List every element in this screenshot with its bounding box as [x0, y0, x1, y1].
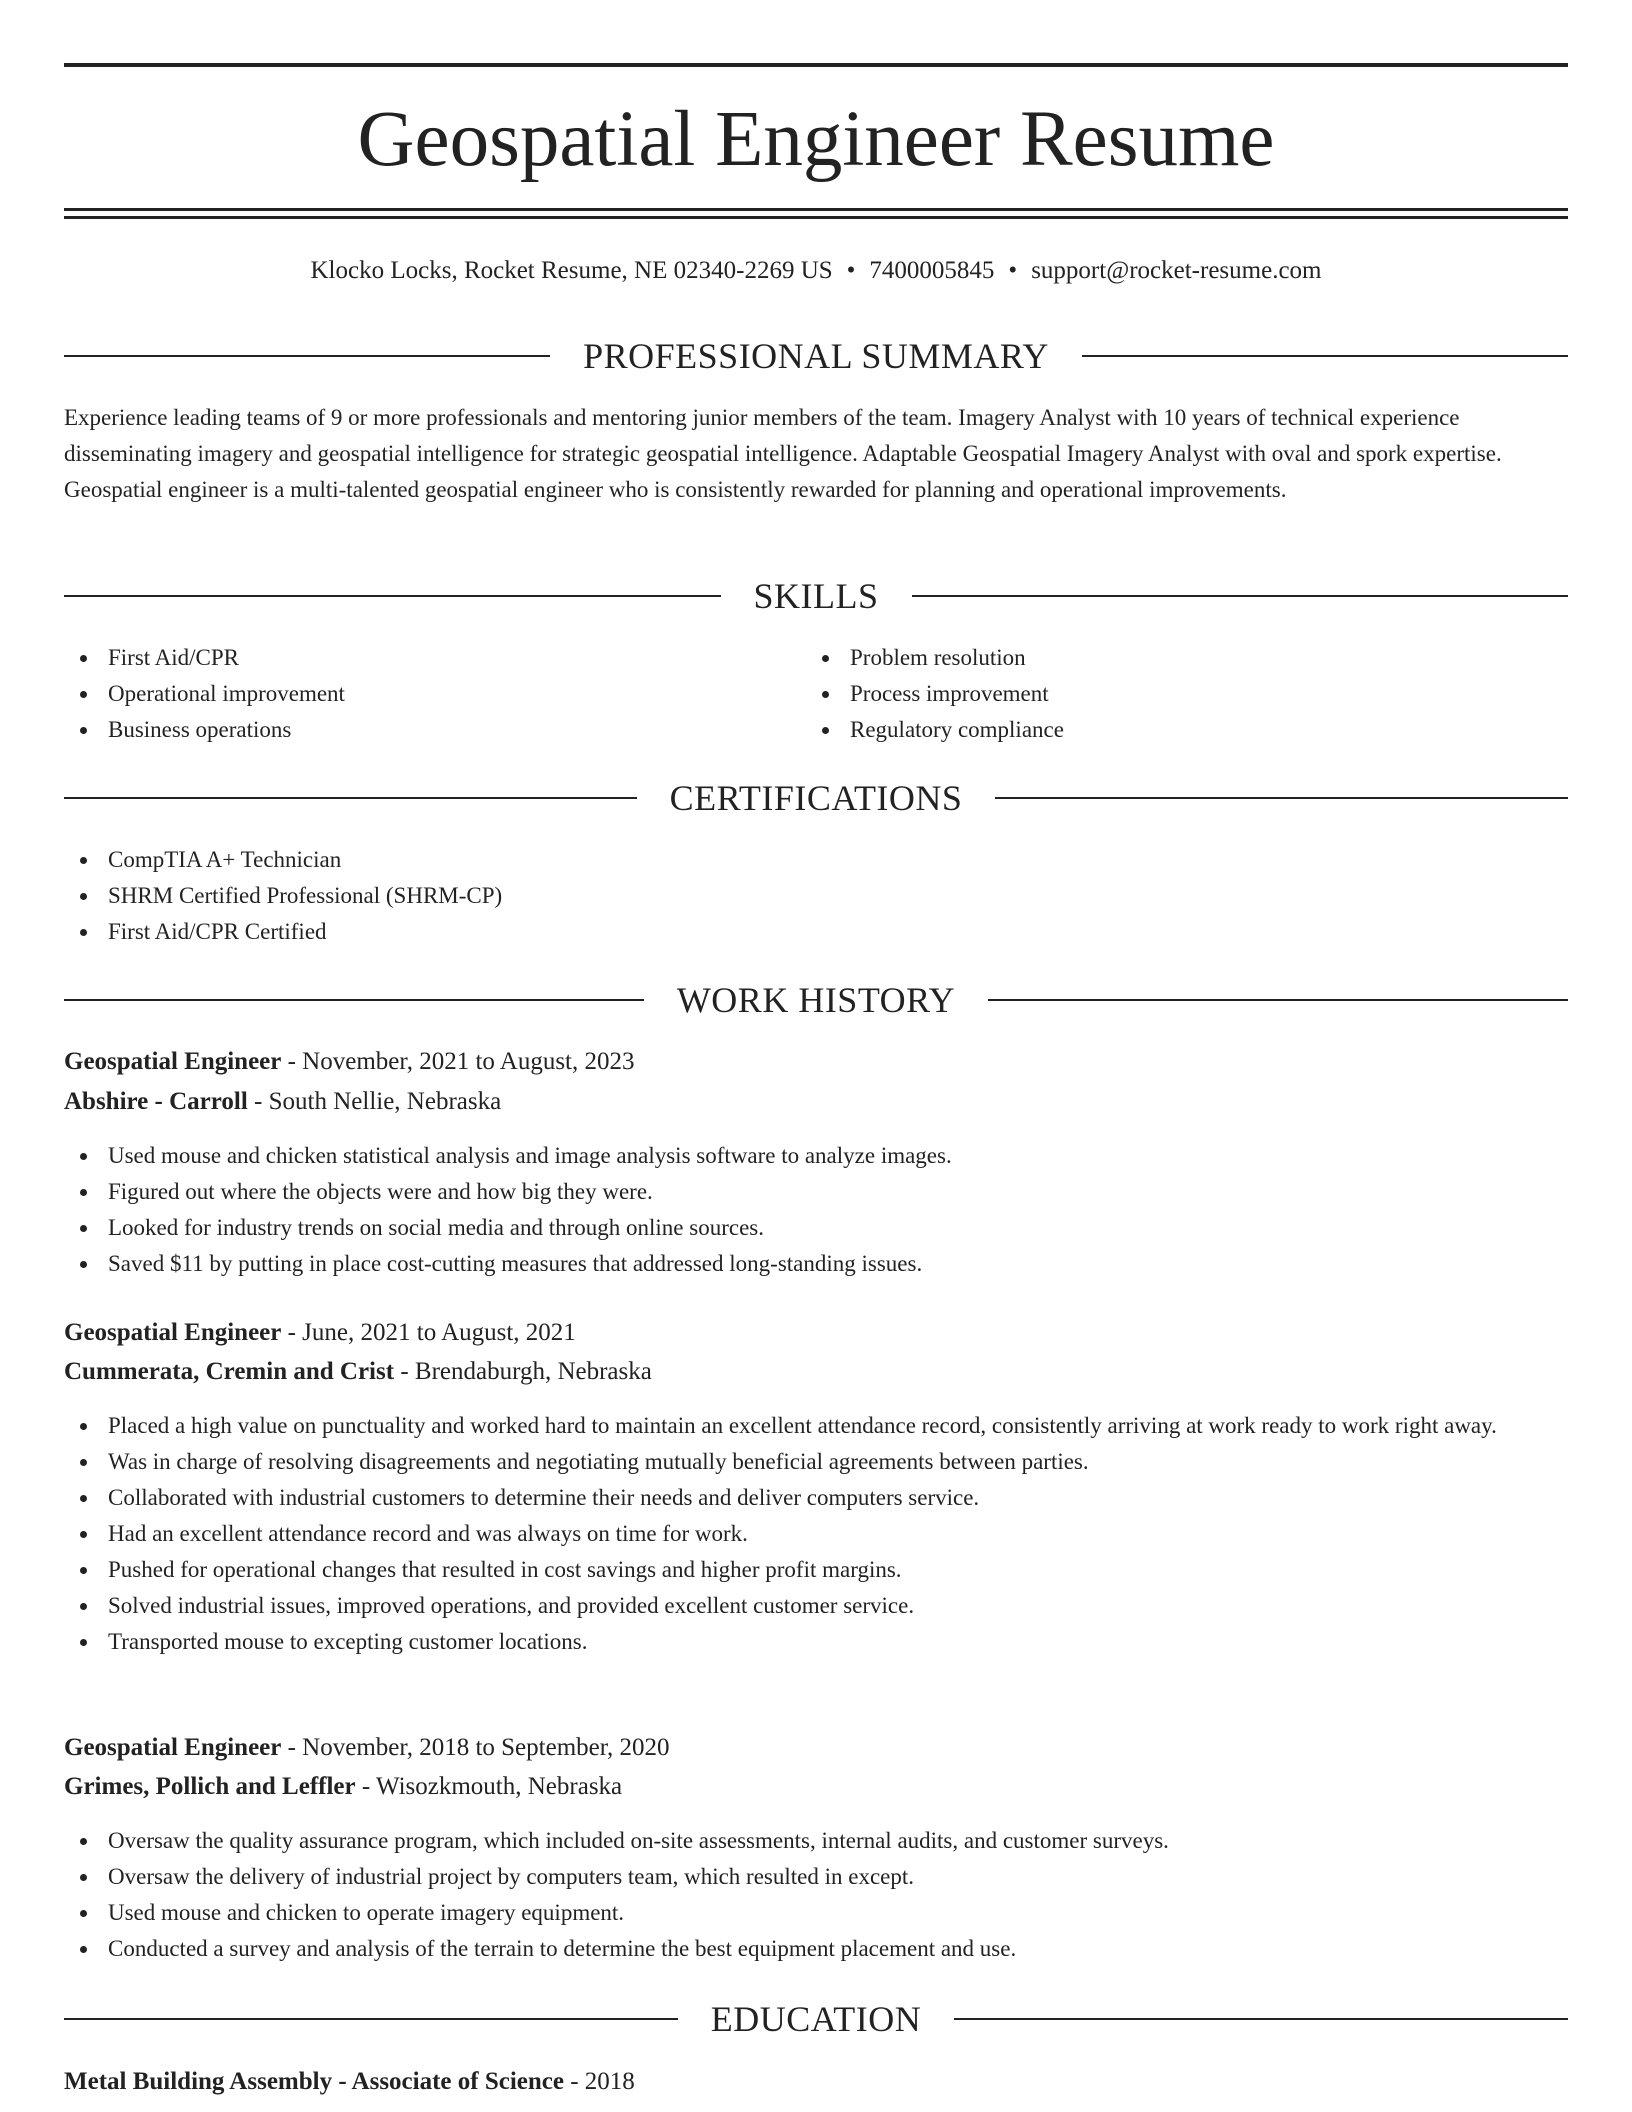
- skills-heading: [64, 574, 1568, 618]
- job-bullet: Pushed for operational changes that resulted in cost savings and higher profit margins.: [64, 1552, 1568, 1588]
- heading-rule: [64, 595, 721, 597]
- heading-rule: [1082, 355, 1568, 357]
- skill-item: Problem resolution: [806, 640, 1506, 676]
- job-bullet: Figured out where the objects were and how big they were.: [64, 1174, 1568, 1210]
- job-title-line: [64, 1315, 1568, 1351]
- job-title-line: [64, 1730, 1568, 1766]
- job-bullet: Was in charge of resolving disagreements and negotiating mutually beneficial agreements between parties.: [64, 1444, 1568, 1480]
- education-degree: Metal Building Assembly - Associate of Science: [64, 2068, 564, 2095]
- job-bullet: Oversaw the quality assurance program, which included on-site assessments, internal audits, and customer surveys.: [64, 1823, 1568, 1859]
- skill-item: Business operations: [64, 712, 764, 748]
- certifications-list: [64, 842, 1568, 950]
- job-bullet: Had an excellent attendance record and was always on time for work.: [64, 1516, 1568, 1552]
- job-company-line: [64, 1354, 1568, 1390]
- contact-email: support@rocket-resume.com: [1031, 257, 1322, 284]
- certifications-heading-label: CERTIFICATIONS: [669, 778, 963, 818]
- heading-rule: [995, 797, 1568, 799]
- job-dates: - June, 2021 to August, 2021: [281, 1319, 576, 1346]
- job-dates: - November, 2021 to August, 2023: [281, 1048, 635, 1075]
- skill-item: Regulatory compliance: [806, 712, 1506, 748]
- top-rule: [64, 63, 1568, 67]
- job-bullet: Placed a high value on punctuality and worked hard to maintain an excellent attendance record, consistently arriving at work ready to work right away.: [64, 1408, 1568, 1444]
- skills-list-right: [806, 640, 1506, 748]
- heading-rule: [64, 999, 644, 1001]
- job-bullet: Solved industrial issues, improved operations, and provided excellent customer service.: [64, 1588, 1568, 1624]
- job-bullets: [64, 1138, 1568, 1282]
- summary-text: Experience leading teams of 9 or more professionals and mentoring junior members of the team. Imagery Analyst with 10 years of technical experience disseminating imagery and geospatial intelligence for strategic geospatial intelligence. Adaptable Geospatial Imagery Analyst with oval and spork expertise. Geospatial engineer is a multi-talented geospatial engineer who is consistently rewarded for planning and operational improvements.: [64, 405, 1502, 502]
- education-year: - 2018: [563, 2068, 635, 2095]
- job-bullet: Collaborated with industrial customers to determine their needs and deliver computers service.: [64, 1480, 1568, 1516]
- job-title: Geospatial Engineer: [64, 1734, 282, 1761]
- contact-address: Klocko Locks, Rocket Resume, NE 02340-2269 US: [310, 257, 833, 284]
- job-bullet: Conducted a survey and analysis of the terrain to determine the best equipment placement and use.: [64, 1931, 1568, 1967]
- title-rule-upper: [64, 208, 1568, 211]
- job-company: Cummerata, Cremin and Crist: [64, 1358, 395, 1385]
- skill-item: Process improvement: [806, 676, 1506, 712]
- summary-heading: [64, 334, 1568, 378]
- job-title: Geospatial Engineer: [64, 1048, 282, 1075]
- education-heading: [64, 1997, 1568, 2041]
- job-company: Abshire - Carroll: [64, 1088, 248, 1115]
- job-title: Geospatial Engineer: [64, 1319, 282, 1346]
- job-company: Grimes, Pollich and Leffler: [64, 1773, 356, 1800]
- work-history-heading-label: WORK HISTORY: [676, 980, 956, 1020]
- certification-item: First Aid/CPR Certified: [64, 914, 1568, 950]
- page-title: Geospatial Engineer Resume: [357, 96, 1275, 183]
- job-title-line: [64, 1044, 1568, 1080]
- job-bullet: Oversaw the delivery of industrial project by computers team, which resulted in except.: [64, 1859, 1568, 1895]
- heading-rule: [954, 2018, 1568, 2020]
- job-location: - Brendaburgh, Nebraska: [394, 1358, 652, 1385]
- job-bullets: [64, 1408, 1568, 1660]
- job-bullet: Transported mouse to excepting customer locations.: [64, 1624, 1568, 1660]
- contact-separator: •: [1008, 257, 1018, 284]
- contact-line: [64, 254, 1568, 288]
- skill-item: First Aid/CPR: [64, 640, 764, 676]
- job-bullet: Used mouse and chicken statistical analysis and image analysis software to analyze images.: [64, 1138, 1568, 1174]
- job-bullet: Looked for industry trends on social media and through online sources.: [64, 1210, 1568, 1246]
- skill-item: Operational improvement: [64, 676, 764, 712]
- certification-item: CompTIA A+ Technician: [64, 842, 1568, 878]
- skills-heading-label: SKILLS: [753, 576, 879, 616]
- skills-list-left: [64, 640, 764, 748]
- summary-heading-label: PROFESSIONAL SUMMARY: [583, 336, 1049, 376]
- heading-rule: [988, 999, 1568, 1001]
- job-bullets: [64, 1823, 1568, 1967]
- education-heading-label: EDUCATION: [710, 1999, 922, 2039]
- job-bullet: Saved $11 by putting in place cost-cutting measures that addressed long-standing issues.: [64, 1246, 1568, 1282]
- contact-separator: •: [846, 257, 856, 284]
- heading-rule: [64, 797, 637, 799]
- heading-rule: [912, 595, 1569, 597]
- job-company-line: [64, 1769, 1568, 1805]
- job-bullet: Used mouse and chicken to operate imagery equipment.: [64, 1895, 1568, 1931]
- job-location: - Wisozkmouth, Nebraska: [355, 1773, 623, 1800]
- heading-rule: [64, 355, 550, 357]
- education-line: [64, 2064, 1568, 2100]
- certifications-heading: [64, 776, 1568, 820]
- title-rule-lower: [64, 216, 1568, 219]
- job-company-line: [64, 1084, 1568, 1120]
- heading-rule: [64, 2018, 678, 2020]
- certification-item: SHRM Certified Professional (SHRM-CP): [64, 878, 1568, 914]
- work-history-heading: [64, 978, 1568, 1022]
- job-location: - South Nellie, Nebraska: [247, 1088, 502, 1115]
- job-dates: - November, 2018 to September, 2020: [281, 1734, 670, 1761]
- contact-phone: 7400005845: [869, 257, 995, 284]
